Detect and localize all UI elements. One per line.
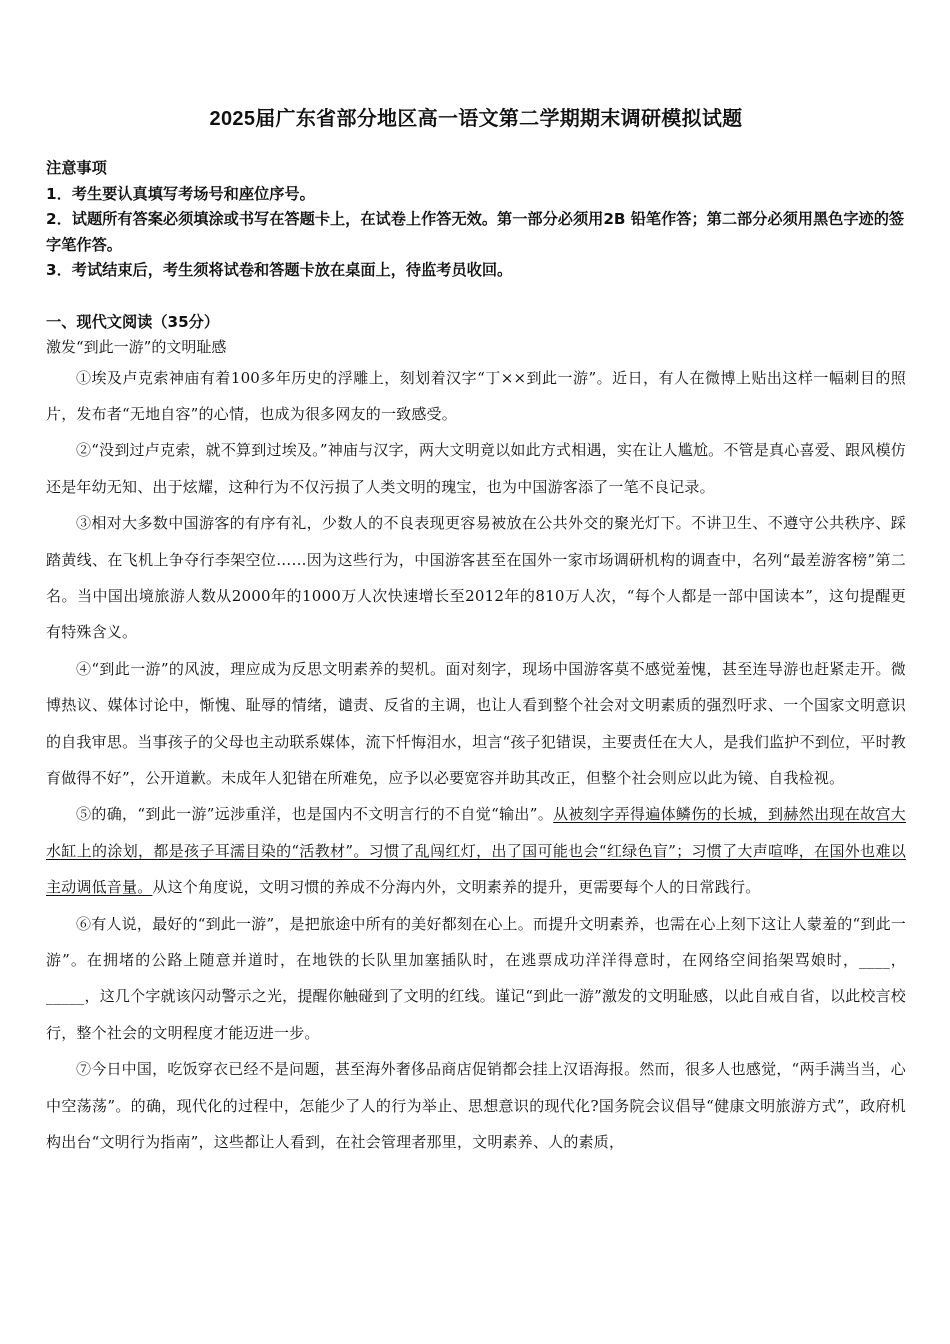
section-heading: 一、现代文阅读（35分）: [46, 312, 220, 331]
paragraph-5-tail: 从这个角度说，文明习惯的养成不分海内外，文明素养的提升，更需要每个人的日常践行。: [152, 878, 761, 897]
paragraph-7: ⑦今日中国，吃饭穿衣已经不是问题，甚至海外奢侈品商店促销都会挂上汉语海报。然而，很多人也感觉，“两手满当当，心中空荡荡”。的确，现代化的过程中，怎能少了人的行为举止、思想意识的现代化?国务院会议倡导“健康文明旅游方式”，政府机构出台“文明行为指南”，这些都让人看到，在社会管理者那里，文明素养、人的素质，: [46, 1060, 906, 1152]
paragraph-6: ⑥有人说，最好的“到此一游”，是把旅途中所有的美好都刻在心上。而提升文明素养，也需在心上刻下这让人蒙羞的“到此一游”。在拥堵的公路上随意并道时，在地铁的长队里加塞插队时，在逃票成功洋洋得意时，在网络空间掐架骂娘时，____，_____，这几个字就该闪动警示之光，提醒你触碰到了文明的红线。谨记“到此一游”激发的文明耻感，以此自戒自省，以此校言校行，整个社会的文明程度才能迈进一步。: [46, 914, 906, 1042]
paragraph-2: ②“没到过卢克索，就不算到过埃及。”神庙与汉字，两大文明竟以如此方式相遇，实在让人尴尬。不管是真心喜爱、跟风模仿还是年幼无知、出于炫耀，这种行为不仅污损了人类文明的瑰宝，也为中国游客添了一笔不良记录。: [46, 441, 906, 496]
note-item: 3．考试结束后，考生须将试卷和答题卡放在桌面上，待监考员收回。: [46, 261, 513, 279]
article-title: 激发“到此一游”的文明耻感: [46, 337, 227, 356]
paragraph-1: ①埃及卢克索神庙有着100多年历史的浮雕上，刻划着汉字“丁××到此一游”。近日，有人在微博上贴出这样一幅刺目的照片，发布者“无地自容”的心情，也成为很多网友的一致感受。: [46, 368, 906, 423]
paragraph-5-lead: ⑤的确，“到此一游”远涉重洋，也是国内不文明言行的不自觉“输出”。: [76, 805, 554, 824]
notes-heading: 注意事项: [46, 159, 107, 177]
paragraph-3: ③相对大多数中国游客的有序有礼，少数人的不良表现更容易被放在公共外交的聚光灯下。不讲卫生、不遵守公共秩序、踩踏黄线、在飞机上争夺行李架空位……因为这些行为，中国游客甚至在国外一家市场调研机构的调查中，名列“最差游客榜”第二名。当中国出境旅游人数从2000年的1000万人次快速增长至2012年的810万人次，“每个人都是一部中国读本”，这句提醒更有特殊含义。: [46, 514, 906, 642]
page-title: 2025届广东省部分地区高一语文第二学期期末调研模拟试题: [209, 108, 743, 130]
notes-block: [46, 156, 906, 284]
note-item: 1．考生要认真填写考场号和座位序号。: [46, 184, 315, 203]
paragraph-4: ④“到此一游”的风波，理应成为反思文明素养的契机。面对刻字，现场中国游客莫不感觉羞愧，甚至连导游也赶紧走开。微博热议、媒体讨论中，惭愧、耻辱的情绪，谴责、反省的主调，也让人看到整个社会对文明素质的强烈吁求、一个国家文明意识的自我审思。当事孩子的父母也主动联系媒体，流下忏悔泪水，坦言“孩子犯错误，主要责任在大人，是我们监护不到位，平时教育做得不好”，公开道歉。未成年人犯错在所难免，应予以必要宽容并助其改正，但整个社会则应以此为镜、自我检视。: [46, 659, 906, 787]
paragraph-5: [46, 796, 906, 905]
underlined-sentence: 从被刻字弄得遍体鳞伤的长城，到赫然出现在故宫大水缸上的涂划，都是孩子耳濡目染的“活教材”。习惯了乱闯红灯，出了国可能也会“红绿色盲”；习惯了大声喧哗，在国外也难以主动调低音量。: [46, 805, 907, 897]
note-item: 2．试题所有答案必须填涂或书写在答题卡上，在试卷上作答无效。第一部分必须用2B 铅笔作答；第二部分必须用黑色字迹的签字笔作答。: [46, 210, 905, 254]
